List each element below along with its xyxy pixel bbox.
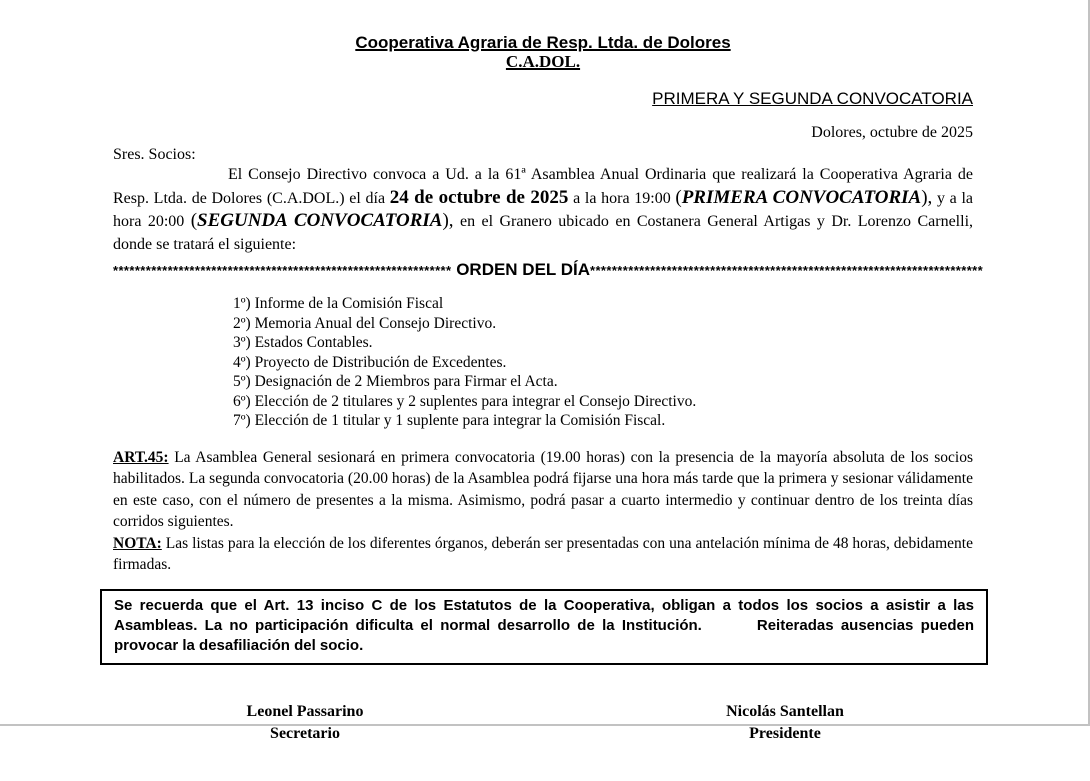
art45-text: La Asamblea General sesionará en primera convocatoria (19.00 horas) con la presencia de la mayoría absoluta de los socios habilitados. La segunda convocatoria (20.00 horas) de la Asamblea podrá fijarse una hora más tarde que la primera y sesionar válidamente en este caso, con el número de presentes a la misma. Asimismo, podrá pasar a cuarto intermedio y continuar dentro de los treinta días corridos siguientes. <box>113 448 973 530</box>
notice-text-2: Reiteradas ausencias pueden provocar la desafiliación del socio. <box>114 616 974 654</box>
orden-del-dia-title: ORDEN DEL DÍA <box>451 260 591 279</box>
president-role: Presidente <box>749 724 821 742</box>
agenda-item-4: 4º) Proyecto de Distribución de Excedentes. <box>233 353 507 371</box>
agenda-item-6: 6º) Elección de 2 titulares y 2 suplentes para integrar el Consejo Directivo. <box>233 392 697 410</box>
signature-secretary <box>247 701 364 745</box>
attendance-notice-box <box>100 589 988 665</box>
star-row-left: ************************************************************** <box>113 263 452 278</box>
agenda-item-2: 2º) Memoria Anual del Consejo Directivo. <box>233 314 497 332</box>
paren-open-1: ( <box>675 186 682 208</box>
intro-paragraph <box>113 164 973 256</box>
star-row-right: ************************************************************************ <box>590 263 984 278</box>
paren-close-2: ), <box>442 210 454 231</box>
convocatoria-heading: PRIMERA Y SEGUNDA CONVOCATORIA <box>652 89 973 108</box>
dateline: Dolores, octubre de 2025 <box>811 124 973 141</box>
intro-text-1: El Consejo Directivo convoca a Ud. a la 61ª Asamblea Anual Ordinaria que realizará la Cooperativa Agraria de Resp. Ltda. de Dolores (C.A.DOL.) el día <box>113 166 973 207</box>
president-name: Nicolás Santellan <box>726 702 844 720</box>
first-call-label: PRIMERA CONVOCATORIA <box>681 186 922 208</box>
paren-close-1: ), <box>921 186 933 208</box>
salutation: Sres. Socios: <box>113 146 196 163</box>
org-abbreviation: C.A.DOL. <box>505 52 581 71</box>
assembly-date: 24 de octubre de 2025 <box>389 186 569 208</box>
intro-text-4: en el Granero ubicado en Costanera General Artigas y Dr. Lorenzo Carnelli, donde se tratará el siguiente: <box>113 213 974 253</box>
paren-open-2: ( <box>190 210 198 231</box>
agenda-item-5: 5º) Designación de 2 Miembros para Firmar el Acta. <box>233 373 558 390</box>
legal-notes <box>113 447 973 576</box>
intro-text-2: a la hora 19:00 <box>568 189 676 207</box>
signature-president <box>726 701 844 745</box>
agenda-list <box>233 294 973 431</box>
agenda-item-7: 7º) Elección de 1 titular y 1 suplente para integrar la Comisión Fiscal. <box>233 412 666 429</box>
intro-text-3: y a la hora 20:00 <box>113 189 974 230</box>
art45-label: ART.45: <box>113 448 169 466</box>
signature-row <box>0 701 1090 781</box>
nota-text: Las listas para la elección de los diferentes órganos, deberán ser presentadas con una antelación mínima de 48 horas, debidamente firmadas. <box>113 534 973 573</box>
nota-label: NOTA: <box>113 534 162 552</box>
second-call-label: SEGUNDA CONVOCATORIA <box>197 210 443 231</box>
agenda-item-1: 1º) Informe de la Comisión Fiscal <box>233 295 444 312</box>
agenda-item-3: 3º) Estados Contables. <box>233 334 373 351</box>
secretary-role: Secretario <box>270 724 340 742</box>
orden-del-dia-divider <box>113 260 984 279</box>
org-name-title: Cooperativa Agraria de Resp. Ltda. de Dolores <box>355 33 731 52</box>
secretary-name: Leonel Passarino <box>246 702 364 720</box>
notice-text-1: Se recuerda que el Art. 13 inciso C de los Estatutos de la Cooperativa, obligan a todos los socios a asistir a las Asambleas. La no participación dificulta el normal desarrollo de la Institución. <box>114 596 974 634</box>
